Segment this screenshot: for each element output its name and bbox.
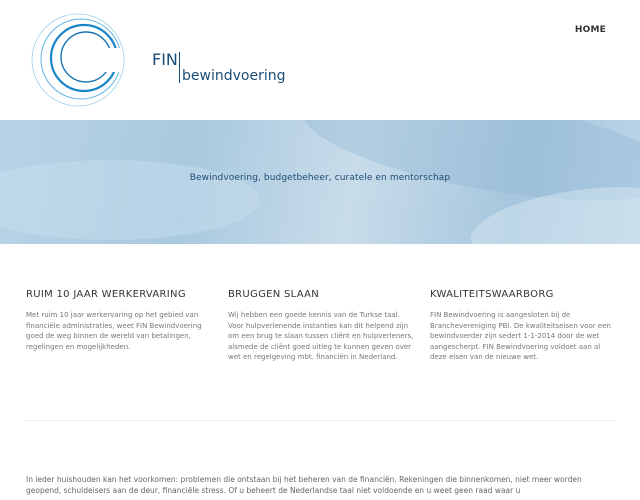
- logo-bewindvoering-text: bewindvoering: [182, 68, 286, 84]
- main-nav: [575, 17, 606, 36]
- feature-text: Met ruim 10 jaar werkervaring op het gebied van financiële administraties, weet FIN Bewindvoering goed de weg binnen de wereld van betalingen, regelingen en mogelijkheden.: [26, 311, 202, 351]
- feature-text: Wij hebben een goede kennis van de Turkse taal. Voor hulpverlenende instanties kan dit helpend zijn om een brug te slaan tussen cliënt en hulpverleners, alsmede de cliënt goed uitleg te kunnen geven over wet en regelgeving mbt. financiën in Nederland.: [228, 311, 414, 361]
- feature-title: RUIM 10 JAAR WERKERVARING: [26, 289, 186, 300]
- feature-column-quality: [430, 289, 618, 363]
- feature-column-bridges: [228, 289, 416, 363]
- logo-rings-icon: [24, 10, 154, 110]
- site-header: [0, 0, 640, 120]
- logo-divider: [179, 52, 180, 83]
- feature-title: BRUGGEN SLAAN: [228, 289, 320, 300]
- feature-text: FIN Bewindvoering is aangesloten bij de Branchevereniging PBI. De kwaliteitseisen voor een bewindvoerder zijn sedert 1-1-2014 door de wet aangescherpt. FIN Bewindvoering voldoet aan al deze eisen van de nieuwe wet.: [430, 311, 611, 361]
- logo-fin-text: FIN: [152, 50, 178, 69]
- hero-tagline: Bewindvoering, budgetbeheer, curatele en mentorschap: [189, 173, 451, 183]
- nav-item-home[interactable]: HOME: [574, 25, 606, 35]
- section-divider: [26, 420, 614, 421]
- site-logo[interactable]: [24, 10, 286, 110]
- hero-shade: [0, 160, 260, 240]
- intro-paragraph: In ieder huishouden kan het voorkomen: problemen die ontstaan bij het beheren van de financiën. Rekeningen die binnenkomen, niet meer worden geopend, schuldeisers aan de deur, financiële stress. Of u beheert de Nederlandse taal niet voldoende en u weet geen raad waar u: [26, 475, 582, 495]
- feature-title: KWALITEITSWAARBORG: [430, 289, 554, 300]
- feature-column-experience: [26, 289, 214, 352]
